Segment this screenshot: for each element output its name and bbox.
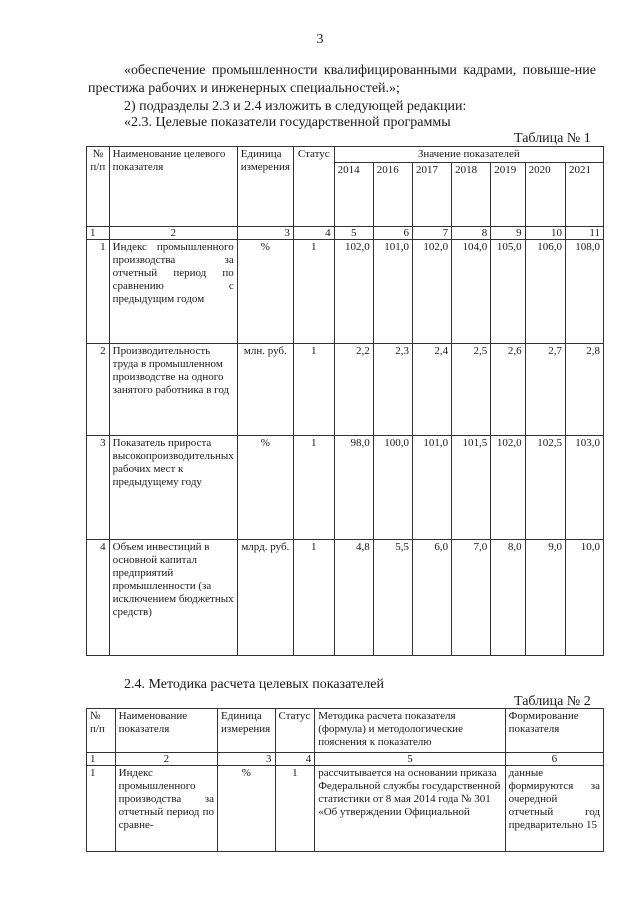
row-status: 1: [293, 436, 334, 540]
index-cell: 6: [373, 227, 412, 240]
year-header: 2016: [373, 163, 412, 227]
value-cell: 10,0: [565, 540, 603, 656]
section-2-3-heading: «2.3. Целевые показатели государственной программы: [124, 115, 451, 130]
table1-caption: Таблица № 1: [514, 131, 591, 146]
index-cell: 9: [491, 227, 525, 240]
index-cell: 3: [237, 227, 293, 240]
intro-paragraph-1: «обеспечение промышленности квалифицированными кадрами, повыше-ние престижа рабочих и инженерных специальностей.»;: [88, 63, 596, 96]
targets-table: [86, 146, 604, 656]
index-cell: 3: [218, 753, 275, 766]
row-unit: млн. руб.: [237, 344, 293, 436]
value-cell: 2,4: [412, 344, 451, 436]
value-cell: 8,0: [491, 540, 525, 656]
index-cell: 11: [565, 227, 603, 240]
table2-caption: Таблица № 2: [514, 694, 591, 709]
row-unit: %: [237, 240, 293, 344]
value-cell: 6,0: [412, 540, 451, 656]
value-cell: 102,0: [412, 240, 451, 344]
table1-header-values: Значение показателей: [334, 147, 603, 163]
row-num: 1: [87, 766, 116, 852]
table2-header-num: № п/п: [87, 709, 116, 753]
index-cell: 8: [452, 227, 491, 240]
table2-index-row: [87, 753, 604, 766]
index-cell: 6: [505, 753, 603, 766]
value-cell: 102,0: [491, 436, 525, 540]
value-cell: 9,0: [525, 540, 565, 656]
row-name: Производительность труда в промышленном производстве на одного занятого работника в год: [109, 344, 237, 436]
value-cell: 106,0: [525, 240, 565, 344]
table2-header-formation: Формирование показателя: [505, 709, 603, 753]
year-header: 2019: [491, 163, 525, 227]
row-unit: %: [237, 436, 293, 540]
index-cell: 5: [334, 227, 373, 240]
value-cell: 102,5: [525, 436, 565, 540]
table1-header-num: № п/п: [87, 147, 110, 227]
index-cell: 4: [275, 753, 315, 766]
value-cell: 2,3: [373, 344, 412, 436]
index-cell: 1: [87, 227, 110, 240]
value-cell: 2,6: [491, 344, 525, 436]
row-status: 1: [293, 540, 334, 656]
table-row: [87, 240, 604, 344]
table-row: [87, 436, 604, 540]
intro-paragraph-2: 2) подразделы 2.3 и 2.4 изложить в следующей редакции:: [124, 99, 467, 114]
table2-header-row: [87, 709, 604, 753]
value-cell: 105,0: [491, 240, 525, 344]
value-cell: 4,8: [334, 540, 373, 656]
row-unit: %: [218, 766, 275, 852]
table1-header-row: [87, 147, 604, 163]
value-cell: 2,8: [565, 344, 603, 436]
value-cell: 2,5: [452, 344, 491, 436]
table2-header-method: Методика расчета показателя (формула) и методологические пояснения к показателю: [315, 709, 505, 753]
value-cell: 2,2: [334, 344, 373, 436]
index-cell: 5: [315, 753, 505, 766]
table2-header-unit: Единица измерения: [218, 709, 275, 753]
row-method: рассчитывается на основании приказа Федеральной службы государственной статистики от 8 мая 2014 года № 301 «Об утверждении Официальной: [315, 766, 505, 852]
row-num: 4: [87, 540, 110, 656]
table1-header-name: Наименование целевого показателя: [109, 147, 237, 227]
year-header: 2021: [565, 163, 603, 227]
row-num: 1: [87, 240, 110, 344]
table-row: [87, 344, 604, 436]
row-formation: данные формируются за очередной отчетный год предварительно 15: [505, 766, 603, 852]
value-cell: 101,5: [452, 436, 491, 540]
table1-index-row: [87, 227, 604, 240]
year-header: 2018: [452, 163, 491, 227]
value-cell: 102,0: [334, 240, 373, 344]
table1-header-status: Статус: [293, 147, 334, 227]
row-num: 3: [87, 436, 110, 540]
index-cell: 7: [412, 227, 451, 240]
index-cell: 4: [293, 227, 334, 240]
row-unit: млрд. руб.: [237, 540, 293, 656]
row-num: 2: [87, 344, 110, 436]
index-cell: 10: [525, 227, 565, 240]
value-cell: 101,0: [373, 240, 412, 344]
value-cell: 7,0: [452, 540, 491, 656]
table1-header-unit: Единица измерения: [237, 147, 293, 227]
year-header: 2017: [412, 163, 451, 227]
page-number: 3: [316, 32, 324, 47]
value-cell: 2,7: [525, 344, 565, 436]
value-cell: 101,0: [412, 436, 451, 540]
year-header: 2020: [525, 163, 565, 227]
value-cell: 98,0: [334, 436, 373, 540]
value-cell: 104,0: [452, 240, 491, 344]
value-cell: 5,5: [373, 540, 412, 656]
table2-header-status: Статус: [275, 709, 315, 753]
value-cell: 108,0: [565, 240, 603, 344]
value-cell: 103,0: [565, 436, 603, 540]
index-cell: 2: [115, 753, 217, 766]
row-status: 1: [293, 344, 334, 436]
row-name: Показатель прироста высокопроизводительных рабочих мест к предыдущему году: [109, 436, 237, 540]
methodology-table: [86, 708, 604, 852]
table-row: [87, 540, 604, 656]
index-cell: 2: [109, 227, 237, 240]
table-row: [87, 766, 604, 852]
table2-header-name: Наименование показателя: [115, 709, 217, 753]
value-cell: 100,0: [373, 436, 412, 540]
section-2-4-heading: 2.4. Методика расчета целевых показателей: [124, 677, 384, 692]
row-status: 1: [293, 240, 334, 344]
index-cell: 1: [87, 753, 116, 766]
row-name: Объем инвестиций в основной капитал предприятий промышленности (за исключением бюджетных средств): [109, 540, 237, 656]
row-name: Индекс промышленного производства за отчетный период по сравне-: [115, 766, 217, 852]
row-status: 1: [275, 766, 315, 852]
row-name: Индекс промышленного производства за отчетный период по сравнению с предыдущим годом: [109, 240, 237, 344]
year-header: 2014: [334, 163, 373, 227]
